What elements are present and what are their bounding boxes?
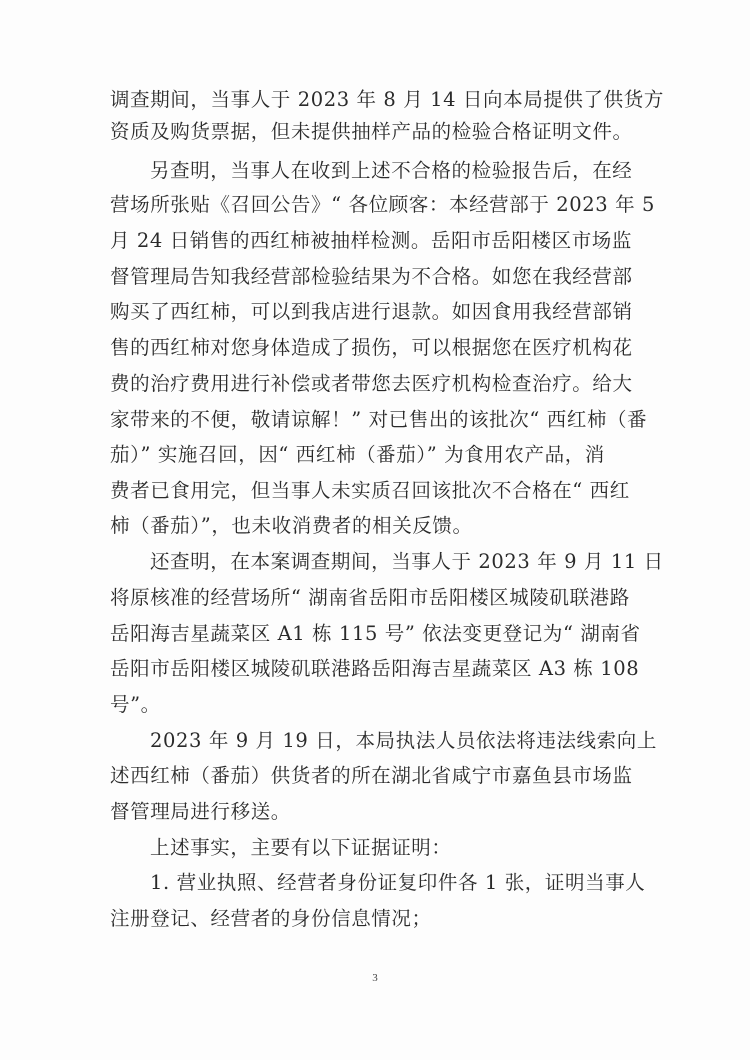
text-line: 岳阳海吉星蔬菜区 A1 栋 115 号” 依法变更登记为“ 湖南省 <box>110 622 641 645</box>
text-line: 费的治疗费用进行补偿或者带您去医疗机构检查治疗。给大 <box>110 372 633 395</box>
text-line: 购买了西红柿，可以到我店进行退款。如因食用我经营部销 <box>110 300 633 323</box>
text-line: 1. 营业执照、经营者身份证复印件各 1 张，证明当事人 <box>150 871 646 894</box>
text-line: 费者已食用完，但当事人未实质召回该批次不合格在“ 西红 <box>110 479 630 502</box>
page-number: 3 <box>372 972 378 984</box>
text-line: 月 24 日销售的西红柿被抽样检测。岳阳市岳阳楼区市场监 <box>110 229 633 252</box>
text-line: 家带来的不便，敬请谅解！” 对已售出的该批次“ 西红柿（番 <box>110 408 648 431</box>
text-line: 另查明，当事人在收到上述不合格的检验报告后，在经 <box>150 159 633 182</box>
text-line: 号”。 <box>110 693 161 716</box>
text-line: 茄）” 实施召回，因“ 西红柿（番茄）” 为食用农产品，消 <box>110 443 605 466</box>
text-line: 售的西红柿对您身体造成了损伤，可以根据您在医疗机构花 <box>110 336 633 359</box>
text-line: 督管理局进行移送。 <box>110 800 291 823</box>
text-line: 上述事实，主要有以下证据证明： <box>150 836 452 859</box>
text-line: 资质及购货票据，但未提供抽样产品的检验合格证明文件。 <box>110 120 633 143</box>
text-line: 岳阳市岳阳楼区城陵矶联港路岳阳海吉星蔬菜区 A3 栋 108 <box>110 657 640 680</box>
text-line: 将原核准的经营场所“ 湖南省岳阳市岳阳楼区城陵矶联港路 <box>110 586 630 609</box>
text-line: 调查期间，当事人于 2023 年 8 月 14 日向本局提供了供货方 <box>110 88 664 111</box>
text-line: 柿（番茄）”，也未收消费者的相关反馈。 <box>110 514 473 537</box>
text-line: 2023 年 9 月 19 日，本局执法人员依法将违法线索向上 <box>150 729 657 752</box>
text-line: 督管理局告知我经营部检验结果为不合格。如您在我经营部 <box>110 265 633 288</box>
text-line: 注册登记、经营者的身份信息情况； <box>110 907 432 930</box>
text-line: 述西红柿（番茄）供货者的所在湖北省咸宁市嘉鱼县市场监 <box>110 764 633 787</box>
text-line: 营场所张贴《召回公告》“ 各位顾客：本经营部于 2023 年 5 <box>110 193 655 216</box>
text-line: 还查明，在本案调查期间，当事人于 2023 年 9 月 11 日 <box>150 550 664 573</box>
